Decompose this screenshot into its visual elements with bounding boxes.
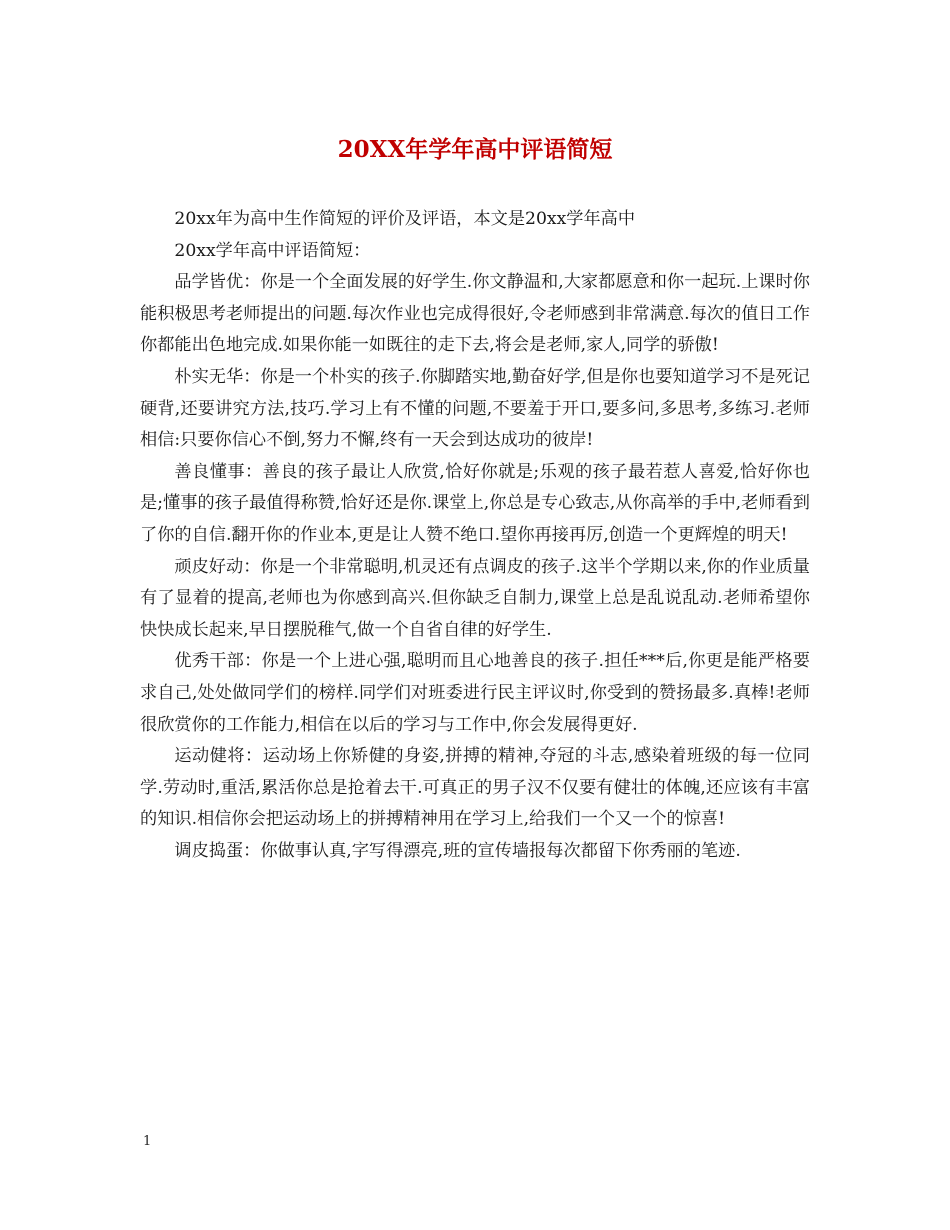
paragraph-comment-1: 品学皆优：你是一个全面发展的好学生.你文静温和,大家都愿意和你一起玩.上课时你能积极思考老师提出的问题.每次作业也完成得很好,令老师感到非常满意.每次的值日工作你都能出色地完成.如果你能一如既往的走下去,将会是老师,家人,同学的骄傲! bbox=[140, 272, 810, 356]
document-title: 20XX年学年高中评语简短 bbox=[337, 136, 613, 163]
paragraph-subtitle: 20xx学年高中评语简短： bbox=[174, 240, 371, 261]
paragraph-comment-2: 朴实无华：你是一个朴实的孩子.你脚踏实地,勤奋好学,但是你也要知道学习不是死记硬背,还要讲究方法,技巧.学习上有不懂的问题,不要羞于开口,要多问,多思考,多练习.老师相信:只要你信心不倒,努力不懈,终有一天会到达成功的彼岸! bbox=[140, 366, 810, 451]
paragraph-comment-4: 顽皮好动：你是一个非常聪明,机灵还有点调皮的孩子.这半个学期以来,你的作业质量有了显着的提高,老师也为你感到高兴.但你缺乏自制力,课堂上总是乱说乱动.老师希望你快快成长起来,早日摆脱稚气,做一个自省自律的好学生. bbox=[140, 556, 810, 640]
document-body bbox=[140, 204, 810, 867]
page-number: 1 bbox=[143, 1134, 152, 1149]
paragraph-comment-5: 优秀干部：你是一个上进心强,聪明而且心地善良的孩子.担任***后,你更是能严格要求自己,处处做同学们的榜样.同学们对班委进行民主评议时,你受到的赞扬最多.真棒!老师很欣赏你的工作能力,相信在以后的学习与工作中,你会发展得更好. bbox=[140, 651, 810, 735]
paragraph-comment-3: 善良懂事：善良的孩子最让人欣赏,恰好你就是;乐观的孩子最若惹人喜爱,恰好你也是;懂事的孩子最值得称赞,恰好还是你.课堂上,你总是专心致志,从你高举的手中,老师看到了你的自信.翻开你的作业本,更是让人赞不绝口.望你再接再厉,创造一个更辉煌的明天! bbox=[140, 461, 810, 545]
paragraph-comment-6: 运动健将：运动场上你矫健的身姿,拼搏的精神,夺冠的斗志,感染着班级的每一位同学.劳动时,重活,累活你总是抢着去干.可真正的男子汉不仅要有健壮的体魄,还应该有丰富的知识.相信你会把运动场上的拼搏精神用在学习上,给我们一个又一个的惊喜! bbox=[140, 746, 810, 830]
paragraph-comment-7: 调皮捣蛋：你做事认真,字写得漂亮,班的宣传墙报每次都留下你秀丽的笔迹. bbox=[174, 840, 741, 861]
paragraph-intro: 20xx年为高中生作简短的评价及评语，本文是20xx学年高中 bbox=[174, 209, 636, 229]
